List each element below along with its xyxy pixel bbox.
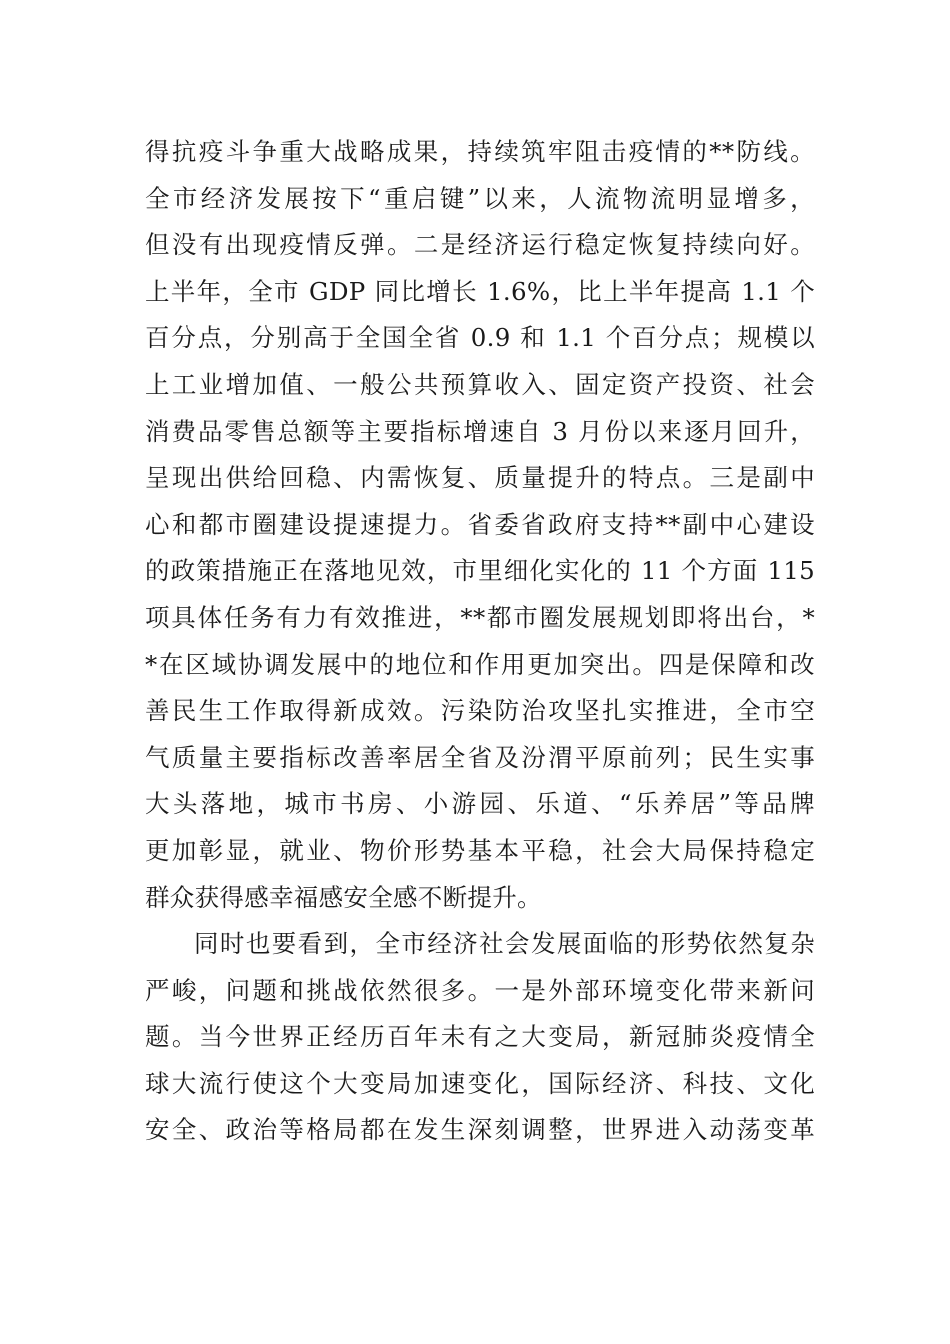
text-line: 项具体任务有力有效推进，**都市圈发展规划即将出台，* bbox=[145, 602, 815, 632]
text-line: 的政策措施正在落地见效，市里细化实化的 11 个方面 115 bbox=[145, 556, 815, 586]
text-line: 消费品零售总额等主要指标增速自 3 月份以来逐月回升， bbox=[145, 416, 815, 446]
paragraph-first-line: 同时也要看到，全市经济社会发展面临的形势依然复杂 bbox=[194, 929, 815, 959]
text-line: 但没有出现疫情反弹。二是经济运行稳定恢复持续向好。 bbox=[145, 230, 815, 260]
text-line: 严峻，问题和挑战依然很多。一是外部环境变化带来新问 bbox=[145, 975, 815, 1005]
text-line: 得抗疫斗争重大战略成果，持续筑牢阻击疫情的**防线。 bbox=[145, 137, 815, 166]
text-line: 呈现出供给回稳、内需恢复、质量提升的特点。三是副中 bbox=[145, 463, 815, 493]
text-line: 善民生工作取得新成效。污染防治攻坚扎实推进，全市空 bbox=[145, 696, 815, 726]
text-line: 上工业增加值、一般公共预算收入、固定资产投资、社会 bbox=[145, 369, 815, 399]
text-line: 更加彰显，就业、物价形势基本平稳，社会大局保持稳定 bbox=[145, 835, 815, 865]
text-line: 球大流行使这个大变局加速变化，国际经济、科技、文化 bbox=[145, 1068, 815, 1098]
text-line: 气质量主要指标改善率居全省及汾渭平原前列；民生实事 bbox=[145, 742, 815, 772]
text-line: 安全、政治等格局都在发生深刻调整，世界进入动荡变革 bbox=[145, 1115, 815, 1145]
text-line: *在区域协调发展中的地位和作用更加突出。四是保障和改 bbox=[145, 649, 815, 679]
text-line: 题。当今世界正经历百年未有之大变局，新冠肺炎疫情全 bbox=[145, 1022, 815, 1052]
text-line: 全市经济发展按下“重启键”以来，人流物流明显增多， bbox=[145, 183, 815, 213]
paragraph-end-line: 群众获得感幸福感安全感不断提升。 bbox=[145, 882, 542, 912]
text-line: 百分点，分别高于全国全省 0.9 和 1.1 个百分点；规模以 bbox=[145, 323, 815, 353]
text-line: 大头落地，城市书房、小游园、乐道、“乐养居”等品牌 bbox=[145, 789, 815, 819]
text-line: 心和都市圈建设提速提力。省委省政府支持**副中心建设 bbox=[145, 509, 815, 539]
text-line: 上半年，全市 GDP 同比增长 1.6%，比上半年提高 1.1 个 bbox=[145, 276, 815, 306]
body-text bbox=[145, 129, 815, 1154]
